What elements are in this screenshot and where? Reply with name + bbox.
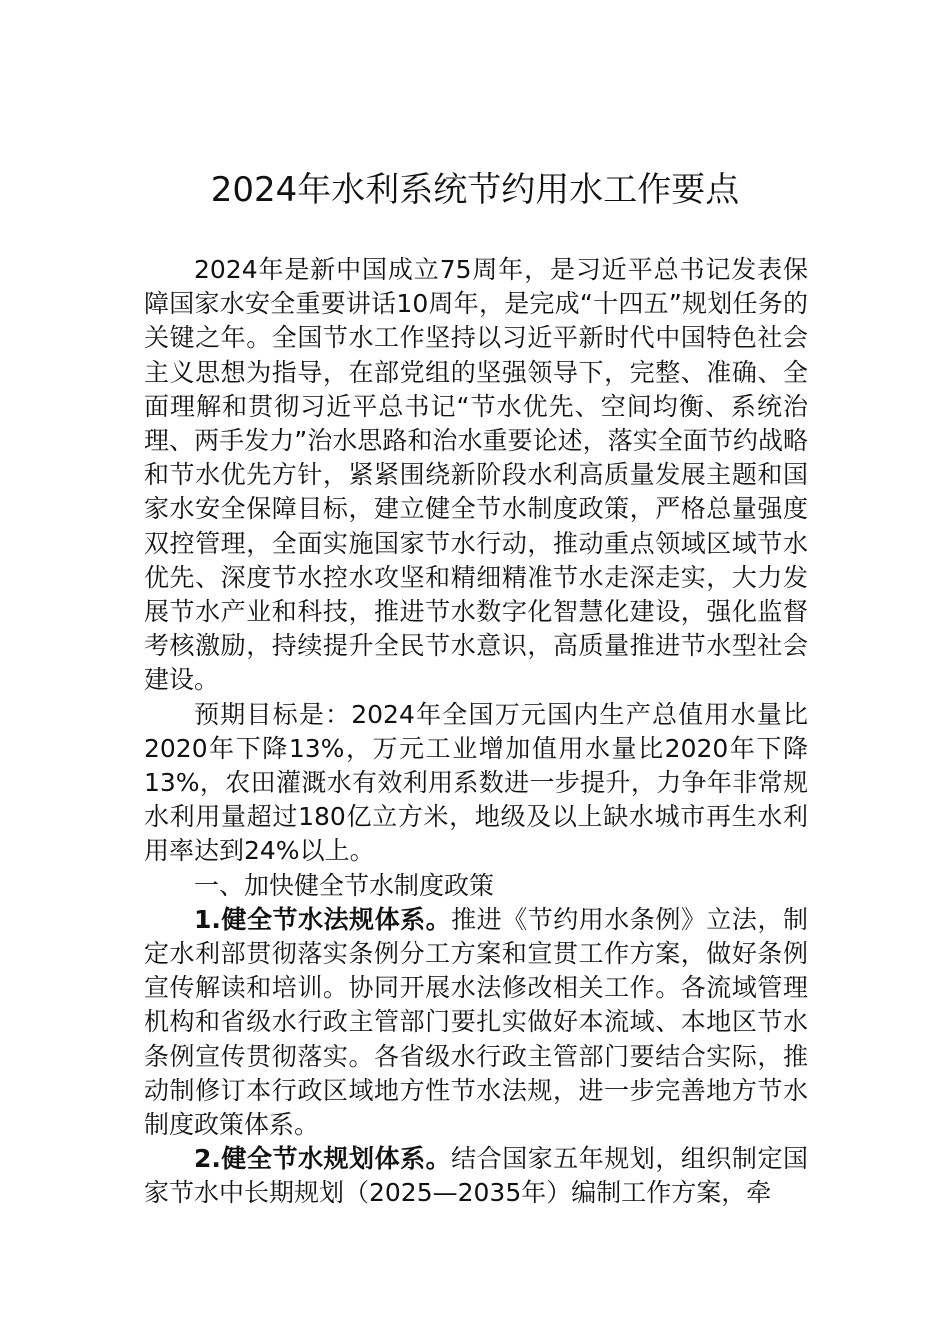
paragraph-text: 2024年是新中国成立75周年，是习近平总书记发表保障国家水安全重要讲话10周年，是完成“十四五”规划任务的关键之年。全国节水工作坚持以习近平新时代中国特色社会主义思想为指导，在部党组的坚强领导下，完整、准确、全面理解和贯彻习近平总书记“节水优先、空间均衡、系统治理、两手发力”治水思路和治水重要论述，落实全面节约战略和节水优先方针，紧紧围绕新阶段水利高质量发展主题和国家水安全保障目标，建立健全节水制度政策，严格总量强度双控管理，全面实施国家节水行动，推动重点领域区域节水优先、深度节水控水攻坚和精细精准节水走深走实，大力发展节水产业和科技，推进节水数字化智慧化建设，强化监督考核激励，持续提升全民节水意识，高质量推进节水型社会建设。 — [144, 255, 808, 695]
paragraph-text: 推进《节约用水条例》立法，制定水利部贯彻落实条例分工方案和宣贯工作方案，做好条例宣传解读和培训。协同开展水法修改相关工作。各流域管理机构和省级水行政主管部门要扎实做好本流域、本地区节水条例宣传贯彻落实。各省级水行政主管部门要结合实际，推动制修订本行政区域地方性节水法规，进一步完善地方节水制度政策体系。 — [144, 904, 808, 1140]
paragraph-item-1 — [144, 903, 808, 1142]
section-heading-1 — [144, 869, 808, 903]
paragraph-text: 结合国家五年规划，组织制定国家节水中长期规划（2025—2035年）编制工作方案，牵 — [144, 1144, 808, 1208]
section-heading-text: 一、加快健全节水制度政策 — [194, 870, 495, 900]
paragraph-text: 预期目标是：2024年全国万元国内生产总值用水量比2020年下降13%，万元工业增加值用水量比2020年下降13%，农田灌溉水有效利用系数进一步提升，力争年非常规水利用量超过180亿立方米，地级及以上缺水城市再生水利用率达到24%以上。 — [144, 699, 808, 866]
paragraph-intro — [144, 253, 808, 698]
document-title: 2024年水利系统节约用水工作要点 — [210, 170, 740, 210]
item-lead-2: 2.健全节水规划体系。 — [194, 1144, 452, 1174]
paragraph-targets — [144, 698, 808, 869]
paragraph-item-2 — [144, 1142, 808, 1210]
document-body — [144, 253, 808, 1211]
item-lead-1: 1.健全节水法规体系。 — [194, 904, 452, 934]
